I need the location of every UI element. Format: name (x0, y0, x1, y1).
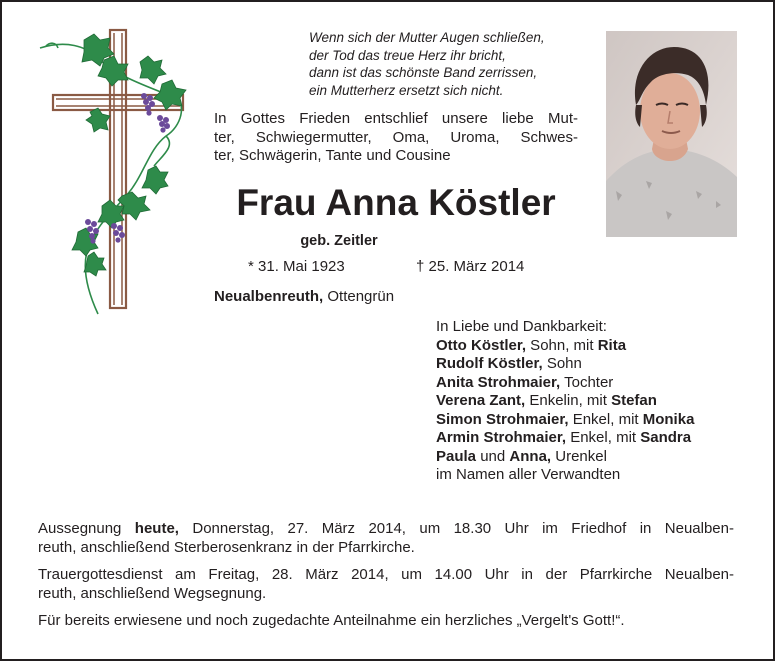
service-details (38, 519, 734, 638)
mourner-row: Anita Strohmaier, Tochter (436, 373, 614, 391)
intro-line: In Gottes Frieden entschlief unsere liebe Mut- (214, 110, 578, 127)
funeral-mass-info: Trauergottesdienst am Freitag, 28. März 2014, um 14.00 Uhr in der Pfarrkirche Neualben- reuth, anschließend Wegsegnung. (38, 566, 734, 602)
intro-line: ter, Schwägerin, Tante und Cousine (214, 147, 451, 164)
place-sub: Ottengrün (323, 288, 395, 305)
poem-line: dann ist das schönste Band zerrissen, (309, 65, 538, 80)
mourner-row: Otto Köstler, Sohn, mit Rita (436, 336, 627, 354)
mourner-row: Simon Strohmaier, Enkel, mit Monika (436, 410, 695, 428)
deceased-name: Frau Anna Köstler (236, 182, 556, 223)
maiden-name: geb. Zeitler (300, 233, 378, 249)
poem-line: ein Mutterherz ersetzt sich nicht. (309, 82, 504, 98)
portrait-photo (606, 31, 737, 237)
blessing-info: Aussegnung heute, Donnerstag, 27. März 2014, um 18.30 Uhr im Friedhof in Neualben- reuth, anschließend Sterberosenkranz in der Pfarrkirche. (38, 520, 734, 556)
poem-line: der Tod das treue Herz ihr bricht, (309, 47, 506, 63)
thanks-note: Für bereits erwiesene und noch zugedachte Anteilnahme ein herzliches „Vergelt's Gott!“. (38, 612, 625, 629)
mourner-row: Paula und Anna, Urenkel (436, 447, 607, 465)
poem (309, 29, 581, 99)
announcement-intro (214, 110, 578, 166)
mourners-list (436, 318, 694, 485)
mourner-row: Rudolf Köstler, Sohn (436, 355, 582, 372)
birth-date: * 31. Mai 1923 (248, 258, 345, 275)
mourners-closing: im Namen aller Verwandten (436, 466, 621, 483)
intro-line: ter, Schwiegermutter, Oma, Uroma, Schwes- (214, 128, 578, 146)
place-main: Neualbenreuth, (214, 288, 324, 305)
mourner-row: Armin Strohmaier, Enkel, mit Sandra (436, 429, 692, 446)
place (214, 288, 394, 305)
cross-with-grapevine-icon (36, 26, 196, 318)
life-dates (248, 258, 525, 275)
poem-line: Wenn sich der Mutter Augen schließen, (309, 30, 545, 45)
mourner-row: Verena Zant, Enkelin, mit Stefan (436, 392, 657, 409)
death-date: † 25. März 2014 (416, 258, 525, 275)
mourners-intro: In Liebe und Dankbarkeit: (436, 318, 607, 335)
